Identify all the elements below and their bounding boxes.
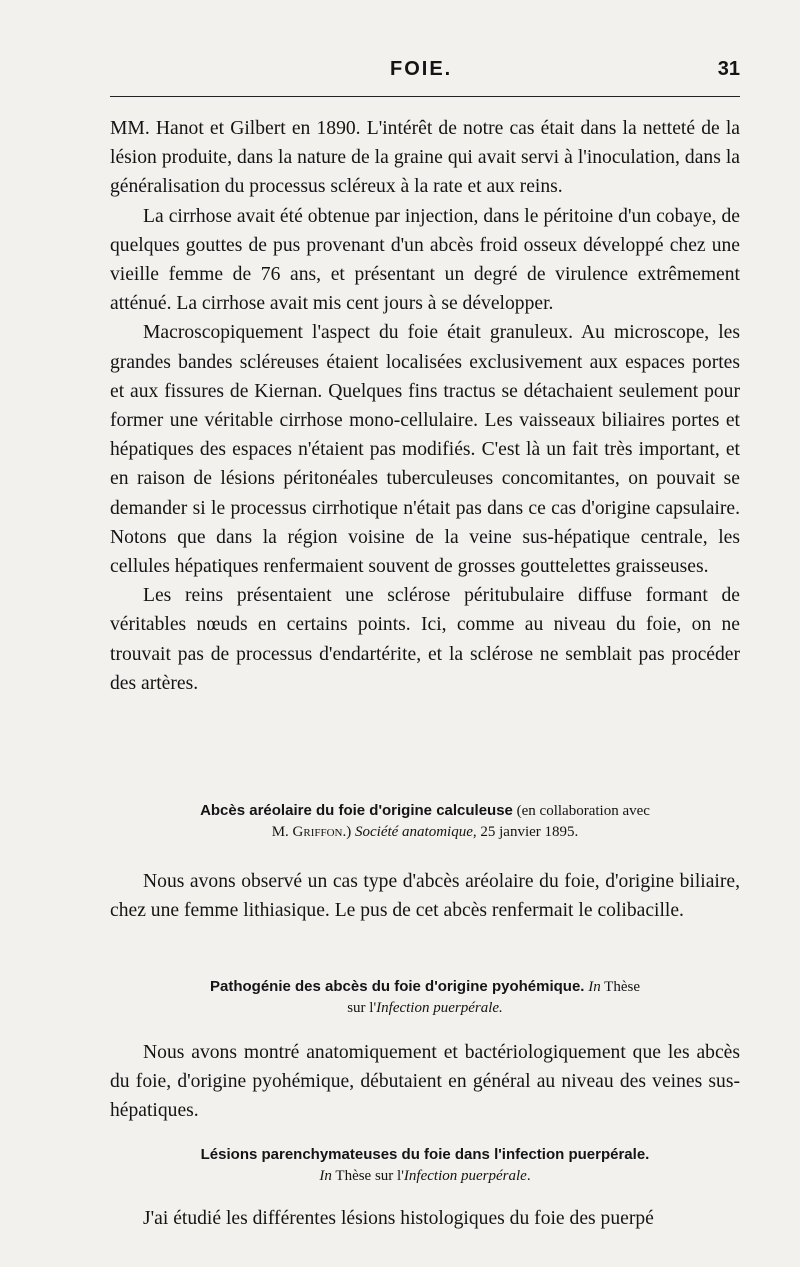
section-2-title: Pathogénie des abcès du foie d'origine pyohémique. [209, 978, 585, 995]
body-text [110, 114, 740, 698]
section-2-line2-italic: Infection puerpérale. [376, 1000, 503, 1016]
section-3-line2-italic: Infection puerpérale [403, 1168, 527, 1184]
section-3-in-label: In [319, 1168, 332, 1184]
section-3-heading [110, 1144, 740, 1187]
paragraph-4: Les reins présentaient une sclérose péritubulaire diffuse formant de véritables nœuds en certains points. Ici, comme au niveau du foie, on ne trouvait pas de processus d'endartérite, et la sclérose ne semblait pas procéder des artères. [110, 585, 740, 694]
section-2-in-label: In [584, 979, 601, 995]
section-1-body [110, 867, 740, 925]
section-1-heading [110, 800, 740, 843]
collaborator-suffix: .) [342, 824, 355, 840]
section-2-heading [110, 976, 740, 1019]
journal-name: Société anatomique [355, 824, 473, 840]
section-3-paragraph: J'ai étudié les différentes lésions histologiques du foie des puerpé [143, 1208, 654, 1229]
section-2-line2-prefix: sur l' [347, 1000, 377, 1016]
paragraph-2: La cirrhose avait été obtenue par injection, dans le péritoine d'un cobaye, de quelques gouttes de pus provenant d'un abcès froid osseux développé chez une vieille femme de 76 ans, et présentant un degré de virulence extrêmement atténué. La cirrhose avait mis cent jours à se développer. [110, 205, 740, 315]
section-2-these: Thèse [600, 979, 640, 995]
section-1-paragraph: Nous avons observé un cas type d'abcès aréolaire du foie, d'origine biliaire, chez une femme lithiasique. Le pus de cet abcès renfermait le colibacille. [110, 871, 740, 922]
publication-date: , 25 janvier 1895. [472, 824, 579, 840]
section-2-paragraph: Nous avons montré anatomiquement et bactériologiquement que les abcès du foie, d'origine pyohémique, débutaient en général au niveau des veines sus-hépatiques. [110, 1042, 740, 1122]
paragraph-1: MM. Hanot et Gilbert en 1890. L'intérêt de notre cas était dans la netteté de la lésion produite, dans la nature de la graine qui avait servi à l'inoculation, dans la généralisation du processus scléreux à la rate et aux reins. [110, 118, 740, 198]
collaborator-prefix: M. [271, 824, 293, 840]
page-header [110, 58, 740, 88]
section-3-body [110, 1204, 740, 1233]
running-title: FOIE. [390, 58, 453, 80]
page-number: 31 [717, 58, 740, 80]
paragraph-3: Macroscopiquement l'aspect du foie était granuleux. Au microscope, les grandes bandes scléreuses étaient localisées exclusivement aux espaces portes et aux fissures de Kiernan. Quelques fins tractus se détachaient seulement pour former une véritable cirrhose mono-cellulaire. Les vaisseaux biliaires portes et hépatiques des espaces n'étaient pas modifiés. C'est là un fait très important, et en raison de lésions péritonéales tuberculeuses concomitantes, on pouvait se demander si le processus cirrhotique n'était pas dans ce cas d'origine capsulaire. Notons que dans la région voisine de la veine sus-hépatique centrale, les cellules hépatiques renfermaient souvent de grosses gouttelettes graisseuses. [110, 322, 740, 578]
collaborator-name: Griffon [292, 824, 343, 840]
section-3-line2-mid: Thèse sur l' [331, 1168, 404, 1184]
section-3-line2-end: . [526, 1168, 531, 1184]
section-1-title: Abcès aréolaire du foie d'origine calculeuse [200, 802, 513, 819]
section-1-collab-note: (en collaboration avec [512, 803, 650, 819]
header-rule [110, 96, 740, 97]
section-3-title: Lésions parenchymateuses du foie dans l'infection puerpérale. [200, 1146, 650, 1163]
section-2-body [110, 1038, 740, 1126]
